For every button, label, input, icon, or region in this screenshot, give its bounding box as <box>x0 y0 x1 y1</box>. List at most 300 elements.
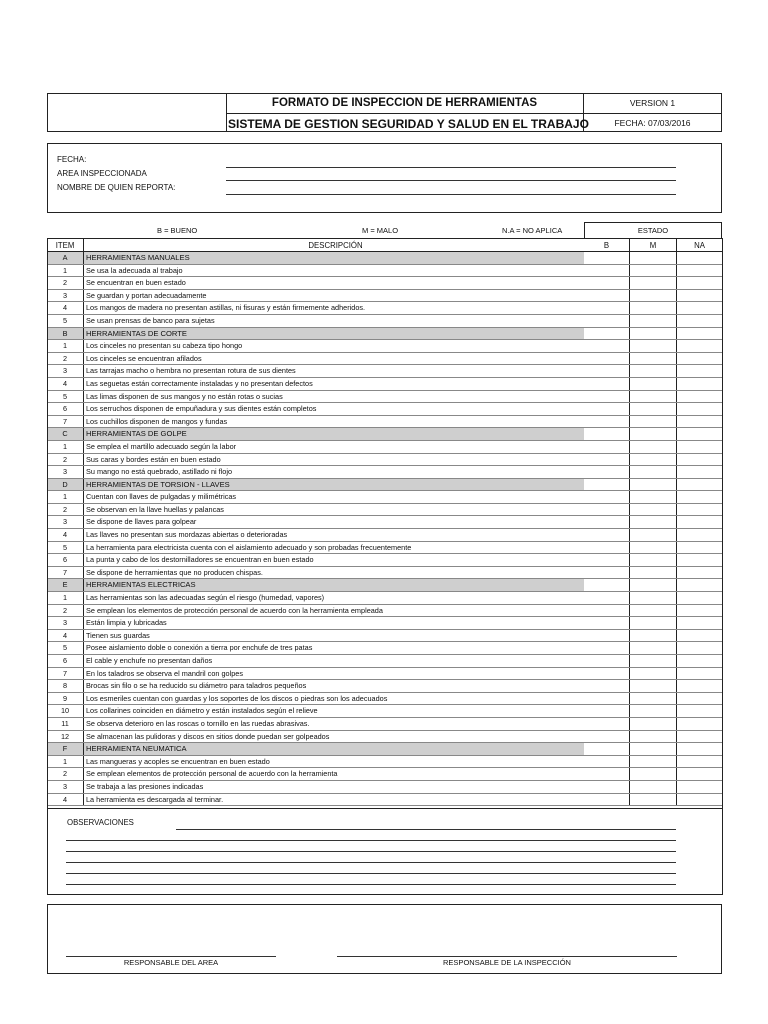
section-row <box>47 743 722 756</box>
legend-bueno: B = BUENO <box>157 226 198 235</box>
item-description: Sus caras y bordes están en buen estado <box>84 454 586 466</box>
m-cell <box>630 579 677 591</box>
na-checkbox[interactable] <box>677 617 722 629</box>
observaciones-label: OBSERVACIONES <box>67 818 134 827</box>
item-description: Se guardan y portan adecuadamente <box>84 290 586 302</box>
b-checkbox[interactable] <box>584 642 630 654</box>
item-number: 2 <box>47 768 84 780</box>
m-cell <box>630 428 677 440</box>
area-field[interactable] <box>226 180 676 181</box>
m-checkbox[interactable] <box>630 391 677 403</box>
item-number: 3 <box>47 516 84 528</box>
m-checkbox[interactable] <box>630 454 677 466</box>
na-cell <box>677 743 722 755</box>
item-description: Se observan en la llave huellas y palancas <box>84 504 586 516</box>
section-title: HERRAMIENTA NEUMATICA <box>84 743 586 755</box>
item-number: 1 <box>47 756 84 768</box>
table-row <box>47 642 722 655</box>
item-description: Se trabaja a las presiones indicadas <box>84 781 586 793</box>
table-row <box>47 441 722 454</box>
item-number: 2 <box>47 504 84 516</box>
na-checkbox[interactable] <box>677 794 722 806</box>
table-row <box>47 605 722 618</box>
b-checkbox[interactable] <box>584 567 630 579</box>
observaciones-line-2[interactable] <box>66 840 676 841</box>
nombre-reporta-label: NOMBRE DE QUIEN REPORTA: <box>57 183 176 192</box>
na-cell <box>677 428 722 440</box>
item-number: 1 <box>47 265 84 277</box>
m-checkbox[interactable] <box>630 554 677 566</box>
item-number: 5 <box>47 642 84 654</box>
item-number: 3 <box>47 365 84 377</box>
section-title: HERRAMIENTAS DE GOLPE <box>84 428 586 440</box>
b-checkbox[interactable] <box>584 693 630 705</box>
b-checkbox[interactable] <box>584 378 630 390</box>
m-cell <box>630 743 677 755</box>
b-checkbox[interactable] <box>584 705 630 717</box>
b-cell <box>584 579 630 591</box>
m-checkbox[interactable] <box>630 718 677 730</box>
m-checkbox[interactable] <box>630 302 677 314</box>
header-divider-horizontal <box>226 113 722 114</box>
item-number: 2 <box>47 353 84 365</box>
section-letter: F <box>47 743 84 755</box>
form-title: FORMATO DE INSPECCION DE HERRAMIENTAS <box>271 97 538 109</box>
observaciones-line-6[interactable] <box>66 884 676 885</box>
checklist-body <box>47 252 722 806</box>
b-checkbox[interactable] <box>584 756 630 768</box>
na-checkbox[interactable] <box>677 353 722 365</box>
na-checkbox[interactable] <box>677 731 722 743</box>
table-row <box>47 416 722 429</box>
b-checkbox[interactable] <box>584 302 630 314</box>
item-description: Se usa la adecuada al trabajo <box>84 265 586 277</box>
m-checkbox[interactable] <box>630 705 677 717</box>
m-checkbox[interactable] <box>630 516 677 528</box>
table-row <box>47 718 722 731</box>
table-row <box>47 378 722 391</box>
form-subtitle: SISTEMA DE GESTION SEGURIDAD Y SALUD EN EL TRABAJO <box>228 117 589 131</box>
checklist-table <box>47 238 722 806</box>
observaciones-line-1[interactable] <box>176 829 676 830</box>
reporta-field[interactable] <box>226 194 676 195</box>
m-checkbox[interactable] <box>630 353 677 365</box>
item-number: 1 <box>47 592 84 604</box>
section-title: HERRAMIENTAS DE CORTE <box>84 328 586 340</box>
item-description: Cuentan con llaves de pulgadas y milimétricas <box>84 491 586 503</box>
m-checkbox[interactable] <box>630 290 677 302</box>
section-title: HERRAMIENTAS MANUALES <box>84 252 586 264</box>
lower-border-right <box>722 808 723 895</box>
m-checkbox[interactable] <box>630 668 677 680</box>
item-description: Los cuchillos disponen de mangos y fundas <box>84 416 586 428</box>
table-row <box>47 365 722 378</box>
b-checkbox[interactable] <box>584 353 630 365</box>
section-row <box>47 328 722 341</box>
m-checkbox[interactable] <box>630 781 677 793</box>
table-row <box>47 315 722 328</box>
item-description: Los cinceles se encuentran afilados <box>84 353 586 365</box>
m-checkbox[interactable] <box>630 504 677 516</box>
na-checkbox[interactable] <box>677 441 722 453</box>
item-number: 7 <box>47 668 84 680</box>
table-row <box>47 265 722 278</box>
na-cell <box>677 579 722 591</box>
b-checkbox[interactable] <box>584 605 630 617</box>
item-description: Las seguetas están correctamente instaladas y no presentan defectos <box>84 378 586 390</box>
m-checkbox[interactable] <box>630 441 677 453</box>
b-checkbox[interactable] <box>584 504 630 516</box>
na-checkbox[interactable] <box>677 542 722 554</box>
m-checkbox[interactable] <box>630 567 677 579</box>
m-checkbox[interactable] <box>630 277 677 289</box>
lower-border-left <box>47 808 48 895</box>
table-row <box>47 554 722 567</box>
m-checkbox[interactable] <box>630 529 677 541</box>
item-description: Los cinceles no presentan su cabeza tipo hongo <box>84 340 586 352</box>
m-cell <box>630 479 677 491</box>
table-row <box>47 353 722 366</box>
table-row <box>47 781 722 794</box>
b-checkbox[interactable] <box>584 554 630 566</box>
na-cell <box>677 252 722 264</box>
item-description: Están limpia y lubricadas <box>84 617 586 629</box>
section-row <box>47 428 722 441</box>
m-checkbox[interactable] <box>630 542 677 554</box>
item-number: 2 <box>47 454 84 466</box>
b-checkbox[interactable] <box>584 365 630 377</box>
observaciones-line-4[interactable] <box>66 862 676 863</box>
na-checkbox[interactable] <box>677 768 722 780</box>
m-checkbox[interactable] <box>630 693 677 705</box>
m-checkbox[interactable] <box>630 630 677 642</box>
na-checkbox[interactable] <box>677 567 722 579</box>
section-letter: D <box>47 479 84 491</box>
table-row <box>47 617 722 630</box>
table-row <box>47 705 722 718</box>
item-number: 1 <box>47 491 84 503</box>
table-row <box>47 693 722 706</box>
na-checkbox[interactable] <box>677 504 722 516</box>
b-checkbox[interactable] <box>584 655 630 667</box>
item-description: Se almacenan las pulidoras y discos en sitios donde puedan ser golpeados <box>84 731 586 743</box>
table-row <box>47 630 722 643</box>
na-checkbox[interactable] <box>677 718 722 730</box>
item-number: 7 <box>47 416 84 428</box>
signature-line-area[interactable] <box>66 956 276 957</box>
na-checkbox[interactable] <box>677 605 722 617</box>
b-checkbox[interactable] <box>584 290 630 302</box>
na-checkbox[interactable] <box>677 290 722 302</box>
b-checkbox[interactable] <box>584 542 630 554</box>
m-checkbox[interactable] <box>630 403 677 415</box>
item-description: Se usan prensas de banco para sujetas <box>84 315 586 327</box>
observaciones-line-5[interactable] <box>66 873 676 874</box>
item-number: 5 <box>47 391 84 403</box>
m-cell <box>630 252 677 264</box>
na-checkbox[interactable] <box>677 466 722 478</box>
na-checkbox[interactable] <box>677 378 722 390</box>
na-column-header: NA <box>677 239 722 251</box>
section-title: HERRAMIENTAS ELECTRICAS <box>84 579 586 591</box>
na-cell <box>677 479 722 491</box>
item-description: Se observa deterioro en las roscas o tornillo en las ruedas abrasivas. <box>84 718 586 730</box>
m-checkbox[interactable] <box>630 378 677 390</box>
m-checkbox[interactable] <box>630 416 677 428</box>
item-number: 4 <box>47 794 84 806</box>
na-checkbox[interactable] <box>677 680 722 692</box>
table-header-row <box>47 238 722 252</box>
table-row <box>47 466 722 479</box>
info-box <box>47 143 722 213</box>
m-checkbox[interactable] <box>630 617 677 629</box>
b-checkbox[interactable] <box>584 340 630 352</box>
table-row <box>47 391 722 404</box>
item-number: 3 <box>47 617 84 629</box>
item-number: 6 <box>47 403 84 415</box>
table-row <box>47 277 722 290</box>
b-checkbox[interactable] <box>584 794 630 806</box>
item-description: Las tarrajas macho o hembra no presentan rotura de sus dientes <box>84 365 586 377</box>
b-checkbox[interactable] <box>584 315 630 327</box>
b-checkbox[interactable] <box>584 416 630 428</box>
item-description: Las limas disponen de sus mangos y no están rotas o sucias <box>84 391 586 403</box>
b-checkbox[interactable] <box>584 516 630 528</box>
m-column-header: M <box>630 239 677 251</box>
table-row <box>47 680 722 693</box>
b-checkbox[interactable] <box>584 592 630 604</box>
b-checkbox[interactable] <box>584 277 630 289</box>
na-checkbox[interactable] <box>677 265 722 277</box>
item-description: Los serruchos disponen de empuñadura y sus dientes están completos <box>84 403 586 415</box>
fecha-label: FECHA: <box>57 155 87 164</box>
item-description: Las llaves no presentan sus mordazas abiertas o deterioradas <box>84 529 586 541</box>
b-checkbox[interactable] <box>584 391 630 403</box>
item-description: Tienen sus guardas <box>84 630 586 642</box>
item-number: 8 <box>47 680 84 692</box>
m-cell <box>630 328 677 340</box>
b-checkbox[interactable] <box>584 768 630 780</box>
item-description: Se emplean elementos de protección personal de acuerdo con la herramienta <box>84 768 586 780</box>
table-row <box>47 302 722 315</box>
na-checkbox[interactable] <box>677 630 722 642</box>
m-checkbox[interactable] <box>630 680 677 692</box>
item-number: 10 <box>47 705 84 717</box>
na-checkbox[interactable] <box>677 516 722 528</box>
b-checkbox[interactable] <box>584 630 630 642</box>
table-row <box>47 516 722 529</box>
item-number: 4 <box>47 378 84 390</box>
item-description: Las mangueras y acoples se encuentran en buen estado <box>84 756 586 768</box>
item-number: 4 <box>47 529 84 541</box>
b-cell <box>584 428 630 440</box>
item-number: 11 <box>47 718 84 730</box>
item-number: 9 <box>47 693 84 705</box>
item-number: 1 <box>47 441 84 453</box>
item-number: 2 <box>47 277 84 289</box>
b-checkbox[interactable] <box>584 718 630 730</box>
item-number: 6 <box>47 554 84 566</box>
b-cell <box>584 328 630 340</box>
legend-malo: M = MALO <box>362 226 399 235</box>
m-checkbox[interactable] <box>630 592 677 604</box>
b-checkbox[interactable] <box>584 668 630 680</box>
table-row <box>47 454 722 467</box>
m-checkbox[interactable] <box>630 731 677 743</box>
table-row <box>47 567 722 580</box>
na-checkbox[interactable] <box>677 403 722 415</box>
b-cell <box>584 479 630 491</box>
logo-area <box>48 94 225 131</box>
section-letter: E <box>47 579 84 591</box>
table-row <box>47 592 722 605</box>
table-row <box>47 542 722 555</box>
table-row <box>47 504 722 517</box>
b-checkbox[interactable] <box>584 781 630 793</box>
item-number: 4 <box>47 630 84 642</box>
b-checkbox[interactable] <box>584 617 630 629</box>
item-number: 3 <box>47 466 84 478</box>
m-checkbox[interactable] <box>630 340 677 352</box>
table-row <box>47 290 722 303</box>
item-number: 5 <box>47 542 84 554</box>
m-checkbox[interactable] <box>630 768 677 780</box>
na-checkbox[interactable] <box>677 391 722 403</box>
item-description: Se emplean los elementos de protección personal de acuerdo con la herramienta empleada <box>84 605 586 617</box>
item-description: La herramienta para electricista cuenta con el aislamiento adecuado y son probadas frecuentemente <box>84 542 586 554</box>
section-row <box>47 252 722 265</box>
table-row <box>47 655 722 668</box>
legend-no-aplica: N.A = NO APLICA <box>502 226 563 235</box>
table-row <box>47 731 722 744</box>
item-number: 5 <box>47 315 84 327</box>
item-number: 3 <box>47 290 84 302</box>
na-checkbox[interactable] <box>677 454 722 466</box>
m-checkbox[interactable] <box>630 794 677 806</box>
table-row <box>47 491 722 504</box>
na-checkbox[interactable] <box>677 416 722 428</box>
item-description: Se encuentran en buen estado <box>84 277 586 289</box>
b-checkbox[interactable] <box>584 731 630 743</box>
section-title: HERRAMIENTAS DE TORSION - LLAVES <box>84 479 586 491</box>
na-checkbox[interactable] <box>677 592 722 604</box>
section-letter: B <box>47 328 84 340</box>
na-checkbox[interactable] <box>677 529 722 541</box>
b-column-header: B <box>584 239 630 251</box>
table-row <box>47 403 722 416</box>
item-number: 12 <box>47 731 84 743</box>
observaciones-line-3[interactable] <box>66 851 676 852</box>
na-cell <box>677 328 722 340</box>
na-checkbox[interactable] <box>677 655 722 667</box>
item-description: Se emplea el martillo adecuado según la labor <box>84 441 586 453</box>
m-checkbox[interactable] <box>630 491 677 503</box>
item-description: Las herramientas son las adecuadas según el riesgo (humedad, vapores) <box>84 592 586 604</box>
na-checkbox[interactable] <box>677 705 722 717</box>
item-description: Los mangos de madera no presentan astillas, ni fisuras y están firmemente adheridos. <box>84 302 586 314</box>
lower-border-bottom <box>47 894 723 895</box>
m-checkbox[interactable] <box>630 365 677 377</box>
na-checkbox[interactable] <box>677 491 722 503</box>
m-checkbox[interactable] <box>630 655 677 667</box>
item-number: 1 <box>47 340 84 352</box>
table-row <box>47 768 722 781</box>
item-description: La punta y cabo de los destornilladores se encuentran en buen estado <box>84 554 586 566</box>
table-row <box>47 529 722 542</box>
responsable-area-label: RESPONSABLE DEL AREA <box>123 958 219 967</box>
m-checkbox[interactable] <box>630 605 677 617</box>
b-cell <box>584 252 630 264</box>
item-description: Los esmeriles cuentan con guardas y los soportes de los discos o piedras son los adecuados <box>84 693 586 705</box>
b-checkbox[interactable] <box>584 454 630 466</box>
item-description: Se dispone de llaves para golpear <box>84 516 586 528</box>
item-description: La herramienta es descargada al terminar. <box>84 794 586 806</box>
responsable-inspeccion-label: RESPONSABLE DE LA INSPECCIÓN <box>443 958 571 967</box>
na-checkbox[interactable] <box>677 693 722 705</box>
m-checkbox[interactable] <box>630 642 677 654</box>
na-checkbox[interactable] <box>677 315 722 327</box>
m-checkbox[interactable] <box>630 315 677 327</box>
na-checkbox[interactable] <box>677 668 722 680</box>
table-row <box>47 668 722 681</box>
version-label: VERSION 1 <box>629 98 676 108</box>
section-row <box>47 579 722 592</box>
description-column-header: DESCRIPCIÓN <box>84 239 586 251</box>
item-description: Los collarines coinciden en diámetro y están instalados según el relieve <box>84 705 586 717</box>
item-number: 3 <box>47 781 84 793</box>
b-cell <box>584 743 630 755</box>
item-description: En los taladros se observa el mandril con golpes <box>84 668 586 680</box>
section-letter: C <box>47 428 84 440</box>
table-row <box>47 756 722 769</box>
na-checkbox[interactable] <box>677 365 722 377</box>
item-description: Posee aislamiento doble o conexión a tierra por enchufe de tres patas <box>84 642 586 654</box>
item-description: Su mango no está quebrado, astillado ni flojo <box>84 466 586 478</box>
na-checkbox[interactable] <box>677 554 722 566</box>
b-checkbox[interactable] <box>584 491 630 503</box>
b-checkbox[interactable] <box>584 441 630 453</box>
b-checkbox[interactable] <box>584 265 630 277</box>
na-checkbox[interactable] <box>677 340 722 352</box>
table-row <box>47 340 722 353</box>
section-row <box>47 479 722 492</box>
signature-line-inspeccion[interactable] <box>337 956 677 957</box>
b-checkbox[interactable] <box>584 680 630 692</box>
m-checkbox[interactable] <box>630 265 677 277</box>
na-checkbox[interactable] <box>677 781 722 793</box>
na-checkbox[interactable] <box>677 756 722 768</box>
item-description: El cable y enchufe no presentan daños <box>84 655 586 667</box>
na-checkbox[interactable] <box>677 277 722 289</box>
date-label: FECHA: 07/03/2016 <box>614 118 691 128</box>
section-letter: A <box>47 252 84 264</box>
item-description: Se dispone de herramientas que no producen chispas. <box>84 567 586 579</box>
na-checkbox[interactable] <box>677 302 722 314</box>
estado-label: ESTADO <box>637 226 669 235</box>
m-checkbox[interactable] <box>630 756 677 768</box>
m-checkbox[interactable] <box>630 466 677 478</box>
item-description: Brocas sin filo o se ha reducido su diámetro para taladros pequeños <box>84 680 586 692</box>
area-inspeccionada-label: AREA INSPECCIONADA <box>57 169 147 178</box>
fecha-field[interactable] <box>226 167 676 168</box>
b-checkbox[interactable] <box>584 466 630 478</box>
item-number: 6 <box>47 655 84 667</box>
item-number: 7 <box>47 567 84 579</box>
na-checkbox[interactable] <box>677 642 722 654</box>
item-number: 2 <box>47 605 84 617</box>
b-checkbox[interactable] <box>584 403 630 415</box>
b-checkbox[interactable] <box>584 529 630 541</box>
